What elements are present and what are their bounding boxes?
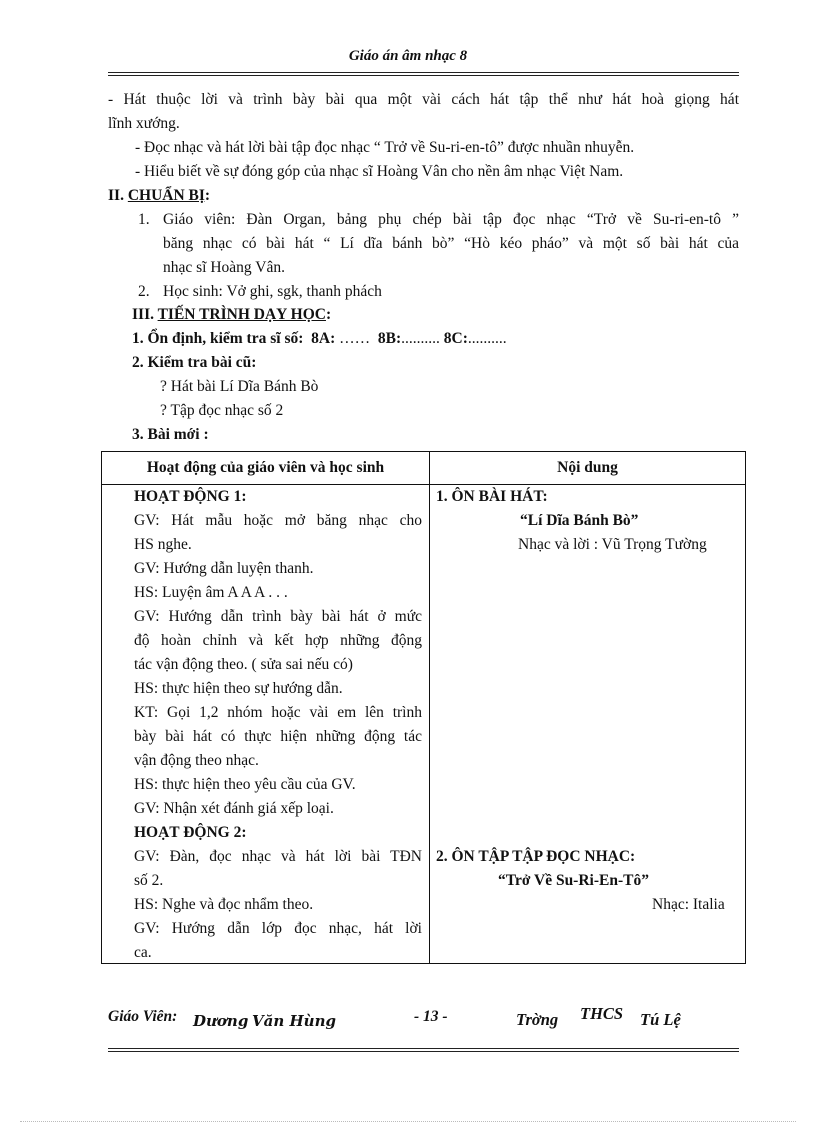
old-lesson-question-2: ? Tập đọc nhạc số 2 [160, 402, 284, 419]
prep-item-1-line-1: Giáo viên: Đàn Organ, bảng phụ chép bài tập đọc nhạc “Trở về Su-ri-en-tô ” [163, 211, 739, 228]
activity-line: GV: Hướng dẫn luyện thanh. [134, 560, 314, 577]
activity-line: HS: Luyện âm A A A . . . [134, 584, 288, 601]
col-content-header: Nội dung [430, 452, 746, 485]
section-3-colon: : [325, 306, 332, 323]
activity-line: HS: thực hiện theo sự hướng dẫn. [134, 680, 343, 697]
section-2-number: II. [108, 187, 124, 204]
lesson-table [101, 451, 746, 964]
footer-page-number: - 13 - [414, 1008, 448, 1025]
activity-1-heading: HOẠT ĐỘNG 1: [134, 488, 247, 505]
class-8c-label: 8C: [443, 330, 468, 347]
activity-line: HS nghe. [134, 536, 192, 553]
class-8a-count: …… [339, 330, 371, 347]
old-lesson-check-label: 2. Kiểm tra bài cũ: [132, 354, 257, 371]
objective-line-3: - Hiểu biết về sự đóng góp của nhạc sĩ Hoàng Vân cho nền âm nhạc Việt Nam. [135, 163, 624, 180]
footer-teacher-name-2: Văn Hùng [252, 1012, 336, 1030]
content-heading-2: 2. ÔN TẬP TẬP ĐỌC NHẠC: [436, 848, 636, 865]
activity-line: GV: Nhận xét đánh giá xếp loại. [134, 800, 334, 817]
section-3-title: TIẾN TRÌNH DẠY HỌC [157, 306, 326, 323]
section-3-heading [132, 304, 331, 326]
footer-school-2: THCS [580, 1004, 624, 1023]
prep-item-2-number: 2. [138, 283, 150, 300]
header-rule-top [108, 72, 739, 73]
objective-line-2: - Đọc nhạc và hát lời bài tập đọc nhạc “ Trở về Su-ri-en-tô” được nhuần nhuyễn. [135, 139, 635, 156]
lesson-table-body-row [102, 485, 746, 964]
footer-rule-top [108, 1048, 739, 1049]
content-cell [430, 485, 746, 964]
activity-line: vận động theo nhạc. [134, 752, 259, 769]
activity-line: HS: Nghe và đọc nhẩm theo. [134, 896, 314, 913]
attendance-line [132, 328, 507, 350]
objective-line-1-cont: lĩnh xướng. [108, 115, 180, 132]
activity-line: bày bài hát có thực hiện những động tác [134, 728, 422, 745]
song-1-author: Nhạc và lời : Vũ Trọng Tường [518, 536, 707, 553]
class-8b-count: .......... [401, 330, 440, 347]
objective-line-1: - Hát thuộc lời và trình bày bài qua một vài cách hát tập thể như hát hoà giọng hát [108, 91, 739, 108]
footer-teacher-name-1: Dương [193, 1012, 249, 1030]
activity-line: KT: Gọi 1,2 nhóm hoặc vài em lên trình [134, 704, 422, 721]
section-2-title: CHUẨN BỊ [127, 187, 205, 204]
content-heading-1: 1. ÔN BÀI HÁT: [436, 488, 548, 505]
song-2-author: Nhạc: Italia [652, 896, 725, 913]
activity-line: GV: Hướng dẫn trình bày bài hát ở mức [134, 608, 422, 625]
old-lesson-question-1: ? Hát bài Lí Dĩa Bánh Bò [160, 378, 319, 395]
footer-school-3: Tú Lệ [640, 1010, 681, 1029]
activity-line: GV: Đàn, đọc nhạc và hát lời bài TĐN [134, 848, 422, 865]
lesson-table-header-row [102, 452, 746, 485]
activity-line: GV: Hát mẫu hoặc mở băng nhạc cho [134, 512, 422, 529]
section-2-colon: : [204, 187, 211, 204]
header-title: Giáo án âm nhạc 8 [348, 48, 468, 64]
activity-2-heading: HOẠT ĐỘNG 2: [134, 824, 247, 841]
footer-school-1: Trờng [516, 1010, 559, 1029]
class-8a-label: 8A: [311, 330, 336, 347]
activity-line: độ hoàn chỉnh và kết hợp những động [134, 632, 422, 649]
prep-item-1-number: 1. [138, 211, 150, 228]
prep-item-1-line-3: nhạc sĩ Hoàng Vân. [163, 259, 285, 276]
col-activities-header: Hoạt động của giáo viên và học sinh [102, 452, 430, 485]
activities-cell [102, 485, 430, 964]
prep-item-1-line-2: băng nhạc có bài hát “ Lí dĩa bánh bò” “Hò kéo pháo” và một số bài hát của [163, 235, 739, 252]
song-2-title: “Trở Về Su-Ri-En-Tô” [498, 872, 649, 889]
footer-teacher-label: Giáo Viên: [108, 1008, 178, 1025]
class-8c-count: .......... [467, 330, 507, 347]
class-8b-label: 8B: [377, 330, 402, 347]
prep-item-2: Học sinh: Vở ghi, sgk, thanh phách [163, 283, 382, 300]
page-edge-dotted-line [20, 1121, 796, 1122]
footer-rule-bottom [108, 1051, 739, 1052]
activity-line: ca. [134, 944, 152, 961]
header-rule-bottom [108, 75, 739, 76]
section-2-heading [108, 185, 210, 207]
activity-line: GV: Hướng dẫn lớp đọc nhạc, hát lời [134, 920, 422, 937]
activity-line: tác vận động theo. ( sửa sai nếu có) [134, 656, 353, 673]
section-3-number: III. [132, 306, 154, 323]
song-1-title: “Lí Dĩa Bánh Bò” [520, 512, 639, 529]
activity-line: số 2. [134, 872, 164, 889]
activity-line: HS: thực hiện theo yêu cầu của GV. [134, 776, 356, 793]
new-lesson-label: 3. Bài mới : [132, 426, 209, 443]
attendance-label: 1. Ổn định, kiểm tra sĩ số: [132, 330, 304, 347]
